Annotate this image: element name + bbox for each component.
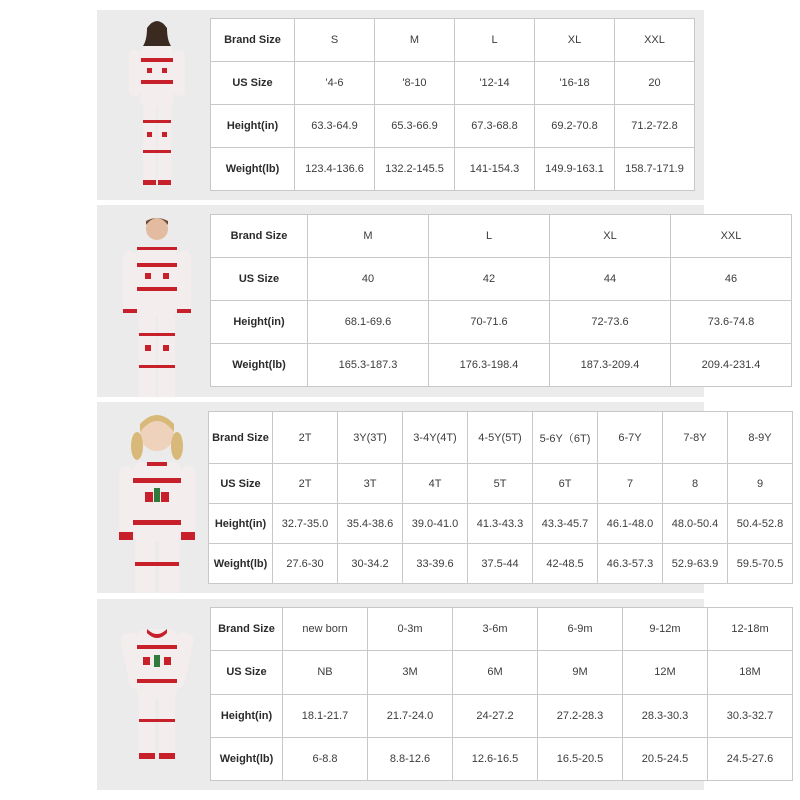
table-cell: 40 [308, 258, 429, 301]
baby-size-table [210, 607, 793, 781]
table-cell: 6M [453, 651, 538, 694]
man-pajama-photo [107, 205, 207, 397]
table-cell: '4-6 [295, 62, 375, 105]
table-cell: 21.7-24.0 [368, 694, 453, 737]
table-cell: 28.3-30.3 [623, 694, 708, 737]
table-cell: 20 [615, 62, 695, 105]
table-cell: 48.0-50.4 [663, 504, 728, 544]
girl-pajama-photo [107, 402, 207, 593]
table-cell: 39.0-41.0 [403, 504, 468, 544]
table-cell: 3-4Y(4T) [403, 412, 468, 464]
table-cell: 27.6-30 [273, 544, 338, 584]
table-cell: 68.1-69.6 [308, 301, 429, 344]
table-cell: L [455, 19, 535, 62]
table-cell: 3Y(3T) [338, 412, 403, 464]
table-cell: 30-34.2 [338, 544, 403, 584]
table-cell: 6-7Y [598, 412, 663, 464]
table-cell: 32.7-35.0 [273, 504, 338, 544]
table-row [209, 504, 793, 544]
table-cell: new born [283, 608, 368, 651]
table-cell: 123.4-136.6 [295, 148, 375, 191]
table-cell: 158.7-171.9 [615, 148, 695, 191]
table-row [211, 105, 695, 148]
table-cell: NB [283, 651, 368, 694]
row-header: Height(in) [211, 694, 283, 737]
row-header: Brand Size [211, 215, 308, 258]
table-row [211, 608, 793, 651]
table-cell: 52.9-63.9 [663, 544, 728, 584]
table-cell: M [375, 19, 455, 62]
table-cell: 187.3-209.4 [550, 344, 671, 387]
table-cell: 165.3-187.3 [308, 344, 429, 387]
table-cell: 16.5-20.5 [538, 737, 623, 780]
table-cell: 0-3m [368, 608, 453, 651]
table-cell: 72-73.6 [550, 301, 671, 344]
table-cell: 67.3-68.8 [455, 105, 535, 148]
table-cell: 132.2-145.5 [375, 148, 455, 191]
table-cell: 18M [708, 651, 793, 694]
table-cell: XXL [615, 19, 695, 62]
table-cell: '12-14 [455, 62, 535, 105]
row-header: US Size [211, 651, 283, 694]
table-cell: 8-9Y [728, 412, 793, 464]
table-cell: 2T [273, 412, 338, 464]
table-cell: 4-5Y(5T) [468, 412, 533, 464]
baby-romper-photo [107, 599, 207, 790]
table-cell: 12-18m [708, 608, 793, 651]
row-header: Weight(lb) [211, 344, 308, 387]
table-row [209, 544, 793, 584]
row-header: Height(in) [211, 105, 295, 148]
table-cell: 24-27.2 [453, 694, 538, 737]
row-header: Brand Size [209, 412, 273, 464]
table-cell: 46.1-48.0 [598, 504, 663, 544]
table-cell: 8.8-12.6 [368, 737, 453, 780]
table-row [211, 651, 793, 694]
table-cell: 37.5-44 [468, 544, 533, 584]
table-cell: 30.3-32.7 [708, 694, 793, 737]
table-cell: 44 [550, 258, 671, 301]
row-header: US Size [211, 62, 295, 105]
table-cell: 141-154.3 [455, 148, 535, 191]
women-size-table [210, 18, 695, 191]
row-header: Height(in) [209, 504, 273, 544]
kids-size-card [97, 402, 784, 593]
table-cell: 71.2-72.8 [615, 105, 695, 148]
table-cell: 3-6m [453, 608, 538, 651]
table-cell: 43.3-45.7 [533, 504, 598, 544]
table-cell: 4T [403, 464, 468, 504]
table-cell: 70-71.6 [429, 301, 550, 344]
table-cell: 3T [338, 464, 403, 504]
table-row [211, 301, 792, 344]
table-cell: 7 [598, 464, 663, 504]
table-cell: 12M [623, 651, 708, 694]
table-cell: 24.5-27.6 [708, 737, 793, 780]
table-cell: L [429, 215, 550, 258]
table-cell: 63.3-64.9 [295, 105, 375, 148]
table-cell: 18.1-21.7 [283, 694, 368, 737]
table-cell: XXL [671, 215, 792, 258]
table-cell: 9-12m [623, 608, 708, 651]
table-cell: XL [550, 215, 671, 258]
table-cell: 35.4-38.6 [338, 504, 403, 544]
table-cell: 50.4-52.8 [728, 504, 793, 544]
table-row [209, 412, 793, 464]
table-cell: 73.6-74.8 [671, 301, 792, 344]
table-cell: '16-18 [535, 62, 615, 105]
table-cell: 46 [671, 258, 792, 301]
table-row [211, 694, 793, 737]
table-cell: 33-39.6 [403, 544, 468, 584]
table-cell: 42-48.5 [533, 544, 598, 584]
row-header: Weight(lb) [209, 544, 273, 584]
table-cell: 59.5-70.5 [728, 544, 793, 584]
row-header: US Size [209, 464, 273, 504]
table-cell: 2T [273, 464, 338, 504]
table-row [211, 737, 793, 780]
men-size-card [97, 205, 761, 397]
table-cell: 5-6Y（6T) [533, 412, 598, 464]
table-row [211, 258, 792, 301]
table-cell: 176.3-198.4 [429, 344, 550, 387]
table-row [209, 464, 793, 504]
men-size-table [210, 214, 792, 387]
table-row [211, 215, 792, 258]
row-header: US Size [211, 258, 308, 301]
table-cell: XL [535, 19, 615, 62]
table-cell: 12.6-16.5 [453, 737, 538, 780]
row-header: Weight(lb) [211, 737, 283, 780]
table-cell: 8 [663, 464, 728, 504]
table-row [211, 62, 695, 105]
table-cell: 3M [368, 651, 453, 694]
table-cell: 42 [429, 258, 550, 301]
table-cell: 65.3-66.9 [375, 105, 455, 148]
woman-pajama-photo [107, 10, 207, 200]
table-cell: 6T [533, 464, 598, 504]
table-cell: 149.9-163.1 [535, 148, 615, 191]
row-header: Brand Size [211, 608, 283, 651]
table-cell: S [295, 19, 375, 62]
kids-size-table [208, 411, 793, 584]
table-cell: 9M [538, 651, 623, 694]
table-cell: 7-8Y [663, 412, 728, 464]
row-header: Brand Size [211, 19, 295, 62]
table-cell: '8-10 [375, 62, 455, 105]
row-header: Height(in) [211, 301, 308, 344]
table-row [211, 148, 695, 191]
table-cell: 9 [728, 464, 793, 504]
table-cell: 69.2-70.8 [535, 105, 615, 148]
table-cell: 5T [468, 464, 533, 504]
table-cell: 6-9m [538, 608, 623, 651]
women-size-card [97, 10, 704, 200]
table-cell: 27.2-28.3 [538, 694, 623, 737]
table-cell: 6-8.8 [283, 737, 368, 780]
baby-size-card [97, 599, 774, 790]
row-header: Weight(lb) [211, 148, 295, 191]
table-cell: 46.3-57.3 [598, 544, 663, 584]
table-row [211, 19, 695, 62]
table-cell: 20.5-24.5 [623, 737, 708, 780]
table-row [211, 344, 792, 387]
table-cell: M [308, 215, 429, 258]
table-cell: 209.4-231.4 [671, 344, 792, 387]
table-cell: 41.3-43.3 [468, 504, 533, 544]
